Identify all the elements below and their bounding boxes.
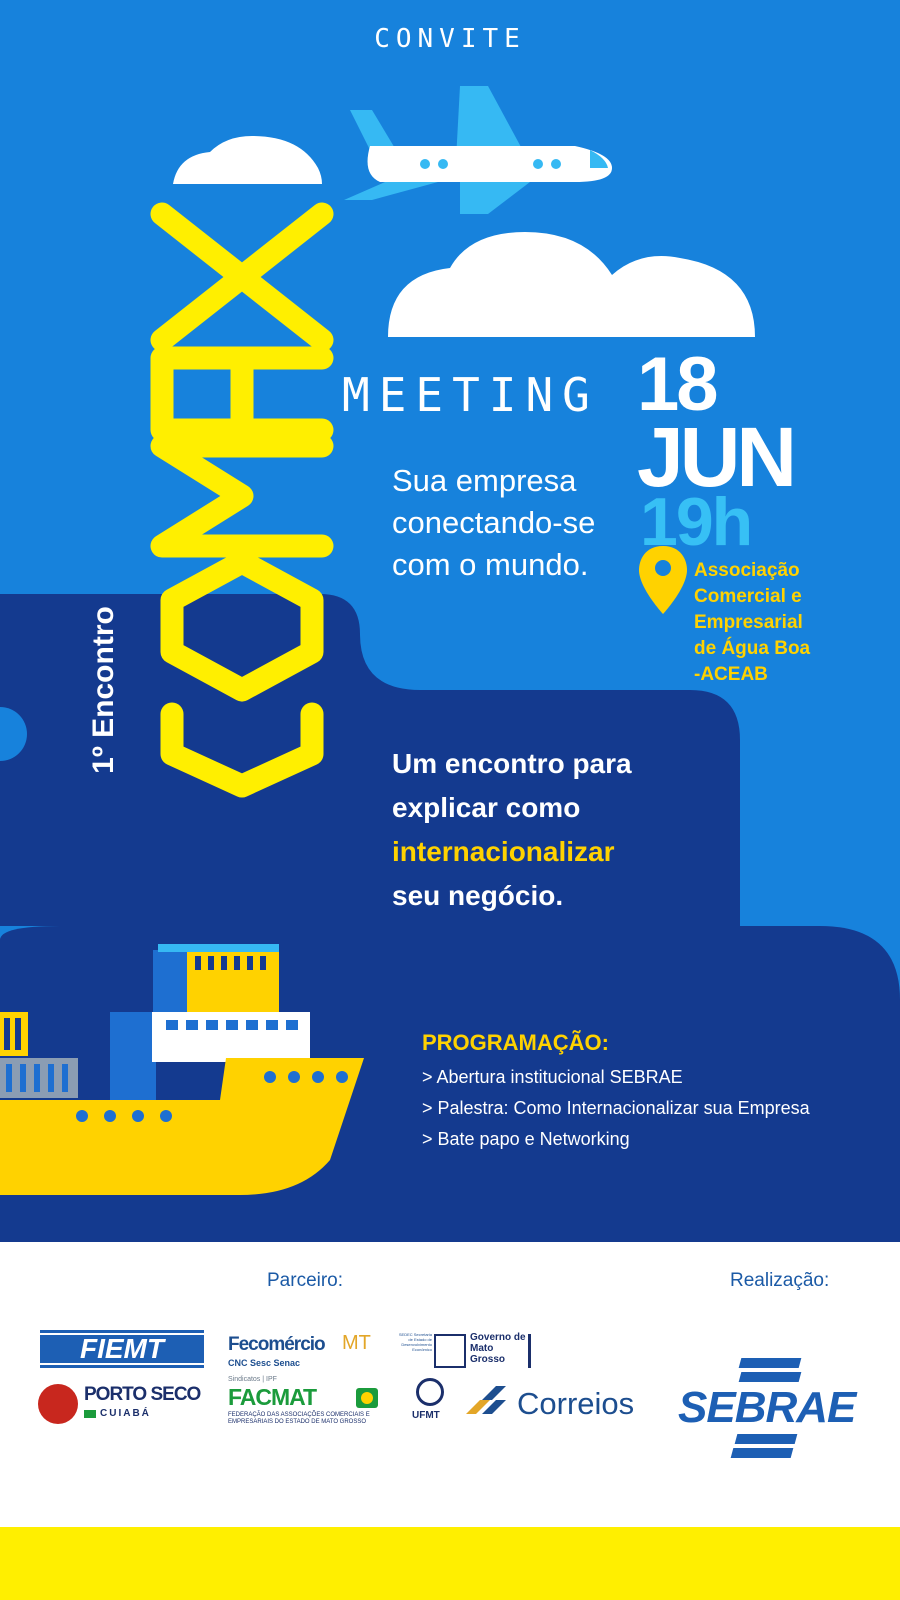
fecomercio-logo — [228, 1326, 378, 1372]
invite-label: CONVITE — [374, 24, 526, 54]
tagline — [392, 460, 595, 586]
description-highlight: internacionalizar — [392, 836, 615, 867]
program-title: PROGRAMAÇÃO: — [422, 1030, 609, 1055]
governo-text — [470, 1332, 526, 1365]
brazil-flag-icon — [84, 1410, 96, 1418]
event-description — [392, 742, 632, 918]
venue-line: Comercial e — [694, 586, 802, 607]
governo-line: Grosso — [470, 1354, 506, 1365]
fiemt-logo — [40, 1330, 204, 1368]
program-item: > Bate papo e Networking — [422, 1129, 630, 1149]
ufmt-emblem-icon — [416, 1378, 444, 1406]
ufmt-logo — [410, 1378, 450, 1426]
description-line: Um encontro para — [392, 748, 632, 779]
comex-letter-e — [162, 358, 322, 430]
facmat-emblem-icon — [356, 1388, 378, 1408]
cloud-small — [173, 136, 322, 184]
porto-seco-text: PORTO SECO — [84, 1384, 201, 1405]
sebrae-text: SEBRAE — [678, 1383, 856, 1432]
airplane-icon — [344, 86, 612, 214]
correios-text: Correios — [517, 1386, 635, 1421]
description-line: explicar como — [392, 792, 581, 823]
venue-line: Empresarial — [694, 612, 803, 633]
governo-line: Mato — [470, 1343, 494, 1354]
venue-line: -ACEAB — [694, 664, 768, 685]
correios-emblem-icon — [462, 1386, 512, 1426]
program-item: > Abertura institucional SEBRAE — [422, 1067, 683, 1087]
program-item: > Palestra: Como Internacionalizar sua Empresa — [422, 1098, 810, 1118]
event-venue — [694, 558, 810, 688]
partner-label: Parceiro: — [267, 1270, 344, 1291]
fecomercio-state: MT — [342, 1332, 371, 1354]
venue-line: Associação — [694, 560, 800, 581]
porto-seco-city: CUIABÁ — [100, 1408, 151, 1419]
ufmt-text: UFMT — [412, 1410, 440, 1421]
porto-seco-logo — [38, 1382, 208, 1426]
facmat-text: FACMAT — [228, 1384, 317, 1410]
event-day: 18 — [637, 342, 716, 427]
program-list — [422, 1062, 810, 1155]
venue-line: de Água Boa — [694, 638, 811, 659]
sebrae-bar — [731, 1448, 794, 1458]
governo-seal-icon — [434, 1334, 466, 1368]
porto-seco-emblem-icon — [38, 1384, 78, 1424]
facmat-top: Sindicatos | IPF — [228, 1376, 277, 1383]
event-month: JUN — [637, 410, 794, 504]
sebrae-logo — [678, 1358, 878, 1470]
description-line: seu negócio. — [392, 880, 564, 911]
meeting-title: MEETING — [342, 368, 599, 422]
organizer-label: Realização: — [730, 1270, 830, 1291]
facmat-sub: EMPRESARIAIS DO ESTADO DE MATO GROSSO — [228, 1419, 367, 1425]
correios-logo — [462, 1386, 652, 1426]
facmat-logo — [228, 1376, 388, 1428]
facmat-sub: FEDERAÇÃO DAS ASSOCIAÇÕES COMERCIAIS E — [228, 1412, 370, 1418]
sebrae-bar — [739, 1358, 802, 1368]
cloud-large — [388, 232, 755, 337]
edition-label: 1º Encontro — [87, 606, 120, 774]
governo-divider — [528, 1334, 531, 1368]
comex-letter-m — [162, 446, 322, 546]
bottom-color-bar — [0, 1527, 900, 1600]
tagline-line: Sua empresa — [392, 463, 577, 498]
fecomercio-sub: CNC Sesc Senac — [228, 1358, 301, 1368]
event-time: 19h — [640, 484, 752, 560]
sebrae-bar — [735, 1434, 798, 1444]
fecomercio-text: Fecomércio — [228, 1334, 325, 1355]
comex-letter-x — [162, 214, 322, 340]
fiemt-text: FIEMT — [80, 1333, 164, 1364]
governo-mt-logo — [396, 1332, 536, 1372]
tagline-line: conectando-se — [392, 505, 596, 540]
sebrae-bar — [739, 1372, 802, 1382]
tagline-line: com o mundo. — [392, 547, 589, 582]
governo-tiny-text: SEDEC Secretaria de Estado de Desenvolvimento Econômico — [398, 1332, 432, 1352]
governo-line: Governo de — [470, 1332, 526, 1343]
